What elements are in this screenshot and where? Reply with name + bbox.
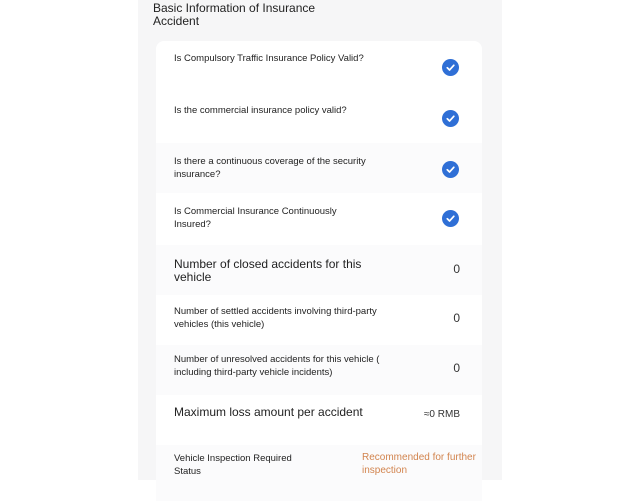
phone-screen: [138, 0, 502, 480]
list-item-unresolved-accidents: [156, 345, 482, 395]
list-item-closed-accidents: [156, 245, 482, 295]
row-value: 0: [453, 311, 460, 325]
row-label: Is Commercial Insurance Continuously Insured?: [174, 206, 337, 230]
list-item-commercial-policy: [156, 93, 482, 143]
list-item-max-loss: [156, 395, 482, 445]
row-label: Is the commercial insurance policy valid?: [174, 105, 347, 116]
list-item-commercial-continuous: [156, 193, 482, 245]
row-value: 0: [453, 262, 460, 276]
row-value: ≈0 RMB: [423, 409, 460, 420]
row-value: 0: [453, 361, 460, 375]
section-title: Basic Information of Insurance Accident: [153, 1, 316, 28]
row-label: Is Compulsory Traffic Insurance Policy Valid?: [174, 53, 364, 64]
list-item-security-coverage: [156, 143, 482, 193]
row-label: Number of unresolved accidents for this vehicle ( including third-party vehicle incidents): [174, 354, 380, 378]
row-label: Maximum loss amount per accident: [174, 405, 363, 419]
list-item-settled-accidents: [156, 295, 482, 345]
list-item-inspection-status: [156, 445, 482, 501]
row-label: Vehicle Inspection Required Status: [174, 453, 292, 477]
list-item-compulsory-insurance: [156, 41, 482, 93]
inspection-status-value: Recommended for further inspection: [362, 452, 476, 476]
row-label: Number of settled accidents involving third-party vehicles (this vehicle): [174, 306, 377, 330]
insurance-info-card: [156, 41, 482, 501]
row-label: Number of closed accidents for this vehicle: [174, 257, 362, 284]
check-circle-icon: [442, 110, 459, 127]
row-label: Is there a continuous coverage of the security insurance?: [174, 156, 366, 180]
check-circle-icon: [442, 161, 459, 178]
check-circle-icon: [442, 59, 459, 76]
check-circle-icon: [442, 210, 459, 227]
